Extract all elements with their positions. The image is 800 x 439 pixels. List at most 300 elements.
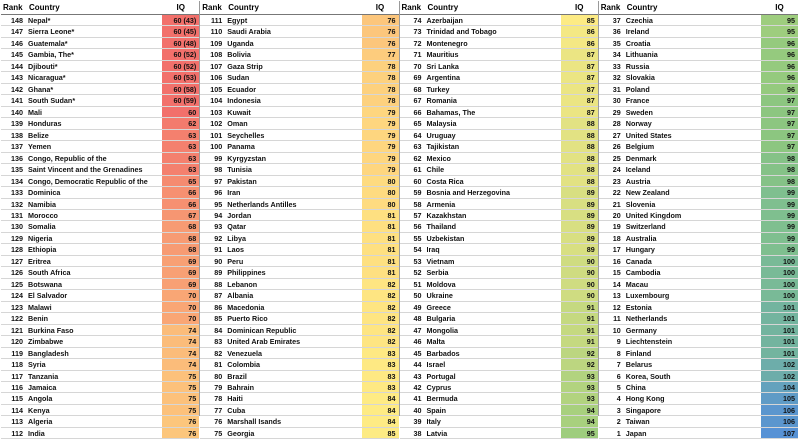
table-row <box>400 290 598 301</box>
rank-cell: 55 <box>413 233 422 243</box>
iq-cell: 107 <box>761 428 798 438</box>
table-row <box>1 336 199 347</box>
rank-cell: 42 <box>413 383 422 392</box>
table-row <box>599 405 798 416</box>
iq-cell: 88 <box>561 176 598 186</box>
iq-cell: 76 <box>362 38 399 48</box>
table-row <box>1 405 199 416</box>
country-cell: Congo, Republic of the <box>28 153 107 163</box>
rank-cell: 27 <box>612 130 621 140</box>
table-row <box>1 428 199 439</box>
country-cell: Thailand <box>426 222 457 232</box>
rank-cell: 13 <box>612 291 621 301</box>
table-row <box>200 325 398 336</box>
rank-cell: 129 <box>11 233 23 243</box>
table-row <box>599 382 798 393</box>
table-row <box>400 244 598 255</box>
country-cell: Namibia <box>28 199 56 209</box>
iq-cell: 69 <box>162 267 199 277</box>
country-cell: Albania <box>227 291 254 301</box>
iq-cell: 63 <box>162 153 199 163</box>
country-cell: Latvia <box>426 428 448 438</box>
table-row <box>599 15 798 26</box>
table-row <box>400 130 598 141</box>
iq-cell: 70 <box>162 302 199 312</box>
country-cell: Macedonia <box>227 302 265 312</box>
country-cell: Laos <box>227 245 245 255</box>
rank-cell: 59 <box>413 188 422 198</box>
iq-cell: 80 <box>362 187 399 197</box>
iq-cell: 60 <box>162 107 199 117</box>
iq-cell: 99 <box>761 233 798 243</box>
table-row <box>400 187 598 198</box>
country-cell: Romania <box>426 96 457 106</box>
table-row <box>1 15 199 26</box>
rank-cell: 33 <box>612 61 621 71</box>
table-row <box>200 382 398 393</box>
rank-cell: 133 <box>11 188 23 198</box>
rank-cell: 83 <box>214 337 223 347</box>
country-cell: Costa Rica <box>426 176 464 186</box>
iq-cell: 76 <box>362 26 399 36</box>
iq-cell: 76 <box>362 15 399 25</box>
iq-cell: 100 <box>761 267 798 277</box>
country-header: Country <box>427 3 459 12</box>
iq-cell: 74 <box>162 348 199 358</box>
table-row <box>200 290 398 301</box>
table-row <box>200 359 398 370</box>
country-cell: Bermuda <box>426 394 458 404</box>
iq-cell: 92 <box>561 348 598 358</box>
iq-cell: 93 <box>561 371 598 381</box>
table-row <box>200 164 398 175</box>
country-cell: Zimbabwe <box>28 337 64 347</box>
country-cell: Djibouti* <box>28 61 58 71</box>
country-cell: Oman <box>227 119 248 129</box>
rank-cell: 20 <box>612 210 621 220</box>
iq-cell: 90 <box>561 290 598 300</box>
iq-cell: 83 <box>362 348 399 358</box>
iq-cell: 78 <box>362 84 399 94</box>
iq-cell: 102 <box>761 359 798 369</box>
country-header: Country <box>626 3 658 12</box>
rank-cell: 89 <box>214 268 223 278</box>
iq-cell: 63 <box>162 141 199 151</box>
table-row <box>200 313 398 324</box>
table-row <box>200 210 398 221</box>
rank-cell: 52 <box>413 268 422 278</box>
country-cell: Nigeria <box>28 233 53 243</box>
iq-cell: 96 <box>761 72 798 82</box>
rank-cell: 90 <box>214 256 223 266</box>
iq-cell: 96 <box>761 38 798 48</box>
iq-cell: 70 <box>162 313 199 323</box>
iq-cell: 79 <box>362 164 399 174</box>
iq-cell: 89 <box>561 221 598 231</box>
country-cell: Iran <box>227 188 241 198</box>
rank-cell: 6 <box>616 371 621 381</box>
table-row <box>1 256 199 267</box>
table-row <box>400 359 598 370</box>
iq-cell: 82 <box>362 302 399 312</box>
table-row <box>1 72 199 83</box>
iq-cell: 60 (48) <box>162 38 199 48</box>
iq-cell: 77 <box>362 49 399 59</box>
iq-cell: 81 <box>362 233 399 243</box>
table-row <box>400 107 598 118</box>
table-row <box>200 199 398 210</box>
iq-cell: 60 (59) <box>162 95 199 105</box>
country-cell: Armenia <box>426 199 456 209</box>
iq-cell: 60 (53) <box>162 72 199 82</box>
table-row <box>400 348 598 359</box>
table-row <box>200 72 398 83</box>
rank-cell: 51 <box>413 279 422 289</box>
rank-cell: 80 <box>214 371 223 381</box>
table-row <box>200 107 398 118</box>
iq-cell: 97 <box>761 118 798 128</box>
rank-cell: 30 <box>612 96 621 106</box>
iq-cell: 60 (52) <box>162 49 199 59</box>
table-row <box>599 84 798 95</box>
country-cell: Gambia, The* <box>28 50 74 60</box>
country-cell: China <box>625 383 646 392</box>
table-row <box>599 61 798 72</box>
column-header <box>599 1 798 15</box>
rank-cell: 12 <box>612 302 621 312</box>
rank-cell: 57 <box>413 210 422 220</box>
rank-cell: 76 <box>214 417 223 427</box>
iq-cell: 99 <box>761 244 798 254</box>
iq-cell: 74 <box>162 359 199 369</box>
rank-cell: 91 <box>214 245 223 255</box>
iq-cell: 100 <box>761 256 798 266</box>
country-cell: Algeria <box>28 417 53 427</box>
rank-cell: 29 <box>612 107 621 117</box>
rank-cell: 16 <box>612 256 621 266</box>
table-row <box>599 107 798 118</box>
country-cell: Panama <box>227 142 255 152</box>
table-row <box>1 153 199 164</box>
rank-cell: 56 <box>413 222 422 232</box>
rank-cell: 94 <box>214 210 223 220</box>
table-row <box>1 107 199 118</box>
iq-cell: 63 <box>162 164 199 174</box>
rank-cell: 8 <box>616 348 621 358</box>
rank-cell: 145 <box>11 50 23 60</box>
iq-cell: 79 <box>362 107 399 117</box>
country-cell: Venezuela <box>227 348 263 358</box>
iq-cell: 101 <box>761 348 798 358</box>
iq-cell: 69 <box>162 279 199 289</box>
country-cell: Belarus <box>625 360 653 370</box>
country-cell: Yemen <box>28 142 52 152</box>
country-cell: Macau <box>625 279 649 289</box>
table-row <box>200 187 398 198</box>
iq-cell: 92 <box>561 359 598 369</box>
country-cell: Sudan <box>227 73 250 83</box>
iq-cell: 80 <box>362 199 399 209</box>
table-row <box>400 153 598 164</box>
iq-cell: 68 <box>162 221 199 231</box>
rank-cell: 35 <box>612 38 621 48</box>
column-header <box>200 1 398 15</box>
rank-cell: 87 <box>214 291 223 301</box>
country-cell: Iraq <box>426 245 440 255</box>
table-row <box>599 210 798 221</box>
iq-cell: 93 <box>561 382 598 392</box>
table-row <box>1 313 199 324</box>
rank-cell: 71 <box>413 50 422 60</box>
iq-cell: 91 <box>561 336 598 346</box>
rank-cell: 43 <box>413 371 422 381</box>
iq-cell: 101 <box>761 302 798 312</box>
country-cell: Ireland <box>625 27 650 37</box>
country-cell: Cyprus <box>426 383 452 392</box>
table-row <box>200 141 398 152</box>
rank-cell: 38 <box>413 428 422 438</box>
rank-cell: 28 <box>612 119 621 129</box>
country-cell: Chile <box>426 165 445 175</box>
rank-cell: 110 <box>210 27 223 37</box>
country-cell: Dominica <box>28 188 61 198</box>
rank-cell: 121 <box>11 325 23 335</box>
country-cell: Ecuador <box>227 84 257 94</box>
iq-cell: 94 <box>561 416 598 426</box>
rank-cell: 101 <box>210 130 223 140</box>
iq-cell: 60 (58) <box>162 84 199 94</box>
country-cell: Jamaica <box>28 383 57 392</box>
country-cell: Malaysia <box>426 119 457 129</box>
table-row <box>200 26 398 37</box>
iq-cell: 106 <box>761 416 798 426</box>
table-row <box>1 233 199 244</box>
table-row <box>400 221 598 232</box>
table-row <box>200 244 398 255</box>
iq-cell: 82 <box>362 313 399 323</box>
country-cell: Germany <box>625 325 657 335</box>
country-cell: Russia <box>625 61 650 71</box>
rank-cell: 34 <box>612 50 621 60</box>
table-row <box>599 38 798 49</box>
table-row <box>599 233 798 244</box>
rank-cell: 102 <box>210 119 223 129</box>
country-cell: Bulgaria <box>426 314 456 324</box>
table-row <box>200 118 398 129</box>
rank-cell: 46 <box>413 337 422 347</box>
rank-cell: 48 <box>413 314 422 324</box>
country-cell: Cuba <box>227 405 246 415</box>
iq-cell: 78 <box>362 95 399 105</box>
iq-cell: 101 <box>761 325 798 335</box>
rank-cell: 25 <box>612 153 621 163</box>
table-row <box>400 267 598 278</box>
table-row <box>400 26 598 37</box>
table-column <box>200 1 399 438</box>
table-row <box>200 428 398 439</box>
rank-cell: 122 <box>11 314 23 324</box>
table-row <box>200 130 398 141</box>
rank-cell: 44 <box>413 360 422 370</box>
country-cell: Tajikistan <box>426 142 460 152</box>
table-row <box>1 302 199 313</box>
rank-cell: 58 <box>413 199 422 209</box>
country-cell: Ukraine <box>426 291 453 301</box>
country-cell: South Sudan* <box>28 96 76 106</box>
iq-cell: 87 <box>561 84 598 94</box>
table-row <box>599 325 798 336</box>
rank-cell: 62 <box>413 153 422 163</box>
table-row <box>599 141 798 152</box>
table-row <box>400 313 598 324</box>
country-cell: Gaza Strip <box>227 61 263 71</box>
iq-cell: 68 <box>162 244 199 254</box>
iq-cell: 94 <box>561 405 598 415</box>
column-header <box>1 1 199 15</box>
country-cell: Georgia <box>227 428 255 438</box>
rank-cell: 72 <box>413 38 422 48</box>
iq-cell: 85 <box>561 15 598 25</box>
country-cell: Burkina Faso <box>28 325 74 335</box>
country-cell: United States <box>625 130 672 140</box>
rank-cell: 107 <box>210 61 223 71</box>
country-cell: Mali <box>28 107 42 117</box>
rank-cell: 49 <box>413 302 422 312</box>
table-row <box>1 244 199 255</box>
country-cell: Nepal* <box>28 16 51 25</box>
table-row <box>200 95 398 106</box>
table-row <box>599 313 798 324</box>
iq-cell: 88 <box>561 118 598 128</box>
country-cell: Somalia <box>28 222 56 232</box>
iq-cell: 86 <box>561 38 598 48</box>
rank-cell: 41 <box>413 394 422 404</box>
iq-cell: 81 <box>362 221 399 231</box>
iq-cell: 63 <box>162 130 199 140</box>
table-row <box>200 405 398 416</box>
table-row <box>1 61 199 72</box>
rank-cell: 22 <box>612 188 621 198</box>
iq-cell: 97 <box>761 95 798 105</box>
rank-cell: 104 <box>210 96 223 106</box>
country-cell: South Africa <box>28 268 71 278</box>
rank-cell: 135 <box>11 165 23 175</box>
country-cell: New Zealand <box>625 188 670 198</box>
iq-cell: 95 <box>561 428 598 438</box>
rank-cell: 45 <box>413 348 422 358</box>
rank-cell: 2 <box>616 417 621 427</box>
iq-cell: 79 <box>362 118 399 128</box>
country-cell: Syria <box>28 360 46 370</box>
table-row <box>200 49 398 60</box>
country-cell: United Arab Emirates <box>227 337 301 347</box>
rank-cell: 81 <box>214 360 223 370</box>
country-cell: Turkey <box>426 84 450 94</box>
iq-cell: 89 <box>561 199 598 209</box>
country-cell: Qatar <box>227 222 247 232</box>
table-row <box>200 61 398 72</box>
table-row <box>1 141 199 152</box>
table-row <box>599 290 798 301</box>
table-row <box>1 382 199 393</box>
rank-cell: 138 <box>11 130 23 140</box>
iq-cell: 82 <box>362 279 399 289</box>
rank-cell: 106 <box>210 73 223 83</box>
iq-cell: 83 <box>362 359 399 369</box>
table-row <box>400 325 598 336</box>
rank-cell: 141 <box>11 96 23 106</box>
country-cell: Kenya <box>28 405 50 415</box>
rank-cell: 119 <box>11 348 23 358</box>
iq-cell: 100 <box>761 290 798 300</box>
iq-cell: 89 <box>561 244 598 254</box>
rank-cell: 111 <box>211 16 223 25</box>
country-cell: Puerto Rico <box>227 314 268 324</box>
table-row <box>400 61 598 72</box>
rank-cell: 85 <box>214 314 223 324</box>
table-row <box>200 153 398 164</box>
rank-cell: 96 <box>214 188 223 198</box>
rank-cell: 21 <box>612 199 621 209</box>
iq-cell: 98 <box>761 153 798 163</box>
iq-cell: 101 <box>761 313 798 323</box>
rank-cell: 134 <box>11 176 23 186</box>
iq-cell: 66 <box>162 199 199 209</box>
table-row <box>599 371 798 382</box>
country-cell: Pakistan <box>227 176 257 186</box>
country-cell: Netherlands Antilles <box>227 199 297 209</box>
country-cell: Finland <box>625 348 652 358</box>
country-cell: Brazil <box>227 371 247 381</box>
table-row <box>400 393 598 404</box>
rank-cell: 82 <box>214 348 223 358</box>
country-cell: Colombia <box>227 360 260 370</box>
table-row <box>1 199 199 210</box>
rank-cell: 75 <box>214 428 223 438</box>
rank-cell: 40 <box>413 405 422 415</box>
rank-cell: 136 <box>11 153 23 163</box>
table-row <box>599 164 798 175</box>
rank-cell: 14 <box>612 279 621 289</box>
table-row <box>200 176 398 187</box>
iq-cell: 91 <box>561 325 598 335</box>
rank-cell: 36 <box>612 27 621 37</box>
iq-cell: 87 <box>561 49 598 59</box>
country-cell: Norway <box>625 119 652 129</box>
table-row <box>200 84 398 95</box>
country-cell: Ghana* <box>28 84 54 94</box>
table-row <box>1 187 199 198</box>
iq-cell: 99 <box>761 187 798 197</box>
iq-cell: 95 <box>761 15 798 25</box>
table-row <box>1 290 199 301</box>
rank-cell: 78 <box>214 394 223 404</box>
rank-cell: 123 <box>11 302 23 312</box>
country-cell: Sri Lanka <box>426 61 459 71</box>
rank-cell: 53 <box>413 256 422 266</box>
iq-cell: 81 <box>362 210 399 220</box>
table-row <box>1 325 199 336</box>
iq-cell: 97 <box>761 141 798 151</box>
rank-cell: 39 <box>413 417 422 427</box>
table-row <box>400 233 598 244</box>
country-cell: Canada <box>625 256 652 266</box>
iq-cell: 81 <box>362 256 399 266</box>
table-row <box>1 221 199 232</box>
rank-cell: 144 <box>11 61 23 71</box>
rank-cell: 61 <box>413 165 422 175</box>
table-row <box>400 279 598 290</box>
